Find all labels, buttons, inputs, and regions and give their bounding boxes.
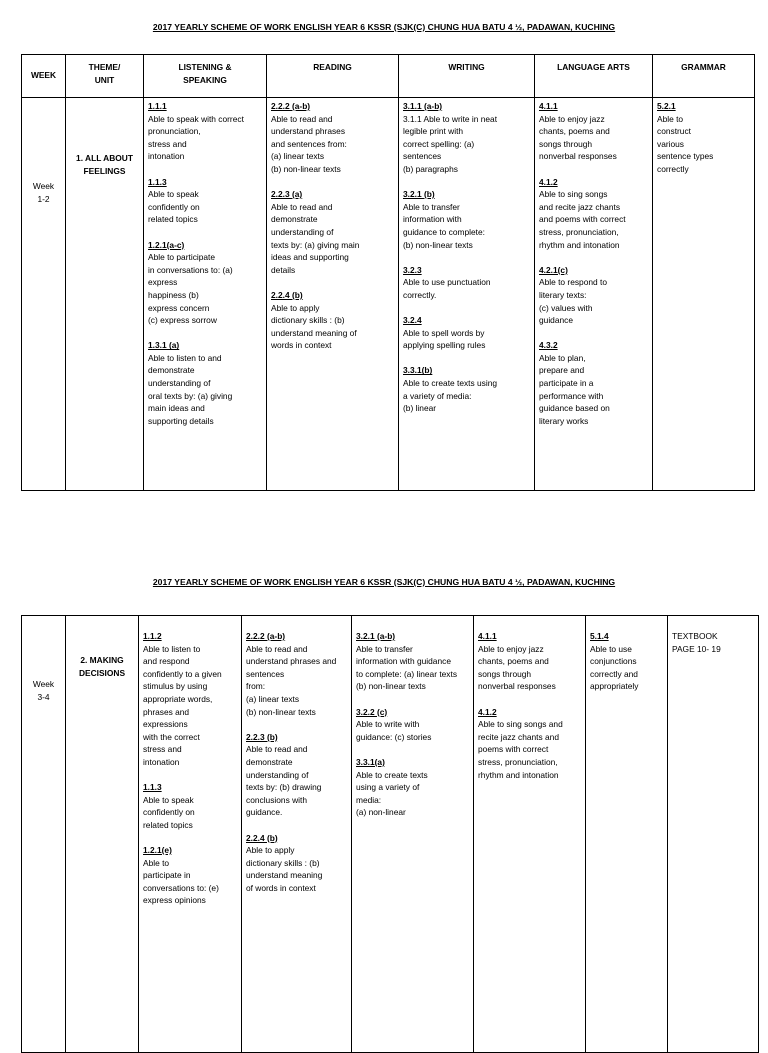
standard-entry: 3.2.1 (a-b) Able to transfer information with guidance to complete: (a) linear texts (b) non-linear texts xyxy=(356,631,458,692)
standard-entry: 3.2.2 (c) Able to write with guidance: (c) stories xyxy=(356,706,432,742)
standard-entry: 1.1.3 Able to speak confidently on related topics xyxy=(148,176,200,225)
writing-cell xyxy=(399,98,535,491)
standard-entry: 1.1.3 Able to speak confidently on related topics xyxy=(143,782,195,830)
document-title: 2017 YEARLY SCHEME OF WORK ENGLISH YEAR 6 KSSR (SJK(C) CHUNG HUA BATU 4 ½, PADAWAN, KUCHING xyxy=(152,22,616,32)
standard-entry: 2.2.2 (a-b) Able to read and understand phrases and sentences from: (a) linear texts (b) non-linear texts xyxy=(271,101,347,174)
header-writing: WRITING xyxy=(399,55,535,98)
standard-entry: 3.2.1 (b) Able to transfer information with guidance to complete: (b) non-linear texts xyxy=(403,189,485,250)
standard-entry: 1.1.1 Able to speak with correct pronunciation, stress and intonation xyxy=(148,101,244,162)
standard-entry: 2.2.2 (a-b) Able to read and understand phrases and sentences from: (a) linear texts (b) non-linear texts xyxy=(246,631,337,717)
writing-cell xyxy=(352,616,474,1053)
standard-entry: 1.1.2 Able to listen to and respond confidently to a given stimulus by using appropriate words, phrases and expressions with the correct stress and intonation xyxy=(143,631,222,767)
week-cell: Week 1-2 xyxy=(22,98,66,491)
standard-entry: 3.3.1(b) Able to create texts using a variety of media: (b) linear xyxy=(403,365,498,414)
standard-entry: 5.1.4 Able to use conjunctions correctly and appropriately xyxy=(590,631,639,692)
standard-entry: 3.2.4 Able to spell words by applying spelling rules xyxy=(403,315,486,351)
grammar-cell xyxy=(653,98,755,491)
scheme-table-week-3-4 xyxy=(21,615,759,1053)
language-arts-cell xyxy=(474,616,586,1053)
textbook-reference: TEXTBOOK PAGE 10- 19 xyxy=(672,631,721,654)
standard-entry: 1.2.1(e) Able to participate in conversations to: (e) express opinions xyxy=(143,845,219,906)
header-grammar: GRAMMAR xyxy=(653,55,755,98)
standard-entry: 4.1.2 Able to sing songs and recite jazz chants and poems with correct stress, pronunciation, rhythm and intonation xyxy=(478,706,563,780)
standard-entry: 4.1.1 Able to enjoy jazz chants, poems and songs through nonverbal responses xyxy=(478,631,556,692)
standard-entry: 3.1.1 (a-b) 3.1.1 Able to write in neat legible print with correct spelling: (a) sentences (b) paragraphs xyxy=(403,101,498,174)
standard-entry: 4.1.1 Able to enjoy jazz chants, poems and songs through nonverbal responses xyxy=(539,101,617,162)
listening-speaking-cell xyxy=(144,98,267,491)
header-theme-unit: THEME/ UNIT xyxy=(66,55,144,98)
header-listening-speaking: LISTENING & SPEAKING xyxy=(144,55,267,98)
reading-cell xyxy=(267,98,399,491)
textbook-cell xyxy=(668,616,759,1053)
table-row xyxy=(22,616,759,1053)
grammar-cell xyxy=(586,616,668,1053)
standard-entry: 4.2.1(c) Able to respond to literary texts: (c) values with guidance xyxy=(539,264,607,326)
header-language-arts: LANGUAGE ARTS xyxy=(535,55,653,98)
theme-cell: 2. MAKING DECISIONS xyxy=(66,616,139,1053)
standard-entry: 3.2.3 Able to use punctuation correctly. xyxy=(403,264,491,300)
standard-entry: 2.2.4 (b) Able to apply dictionary skills : (b) understand meaning of words in context xyxy=(271,289,357,351)
scheme-table-week-1-2 xyxy=(21,54,755,491)
standard-entry: 5.2.1 Able to construct various sentence types correctly xyxy=(657,101,714,174)
standard-entry: 3.3.1(a) Able to create texts using a variety of media: (a) non-linear xyxy=(356,756,428,818)
standard-entry: 1.3.1 (a) Able to listen to and demonstrate understanding of oral texts by: (a) giving main ideas and supporting details xyxy=(148,340,233,426)
document-title: 2017 YEARLY SCHEME OF WORK ENGLISH YEAR 6 KSSR (SJK(C) CHUNG HUA BATU 4 ½, PADAWAN, KUCHING xyxy=(152,577,616,587)
language-arts-cell xyxy=(535,98,653,491)
theme-cell: 1. ALL ABOUT FEELINGS xyxy=(66,98,144,491)
standard-entry: 4.3.2 Able to plan, prepare and participate in a performance with guidance based on literary works xyxy=(539,340,610,426)
standard-entry: 4.1.2 Able to sing songs and recite jazz chants and poems with correct stress, pronunciation, rhythm and intonation xyxy=(539,176,626,250)
reading-cell xyxy=(242,616,352,1053)
standard-entry: 1.2.1(a-c) Able to participate in conversations to: (a) express happiness (b) express concern (c) express sorrow xyxy=(148,239,233,326)
week-cell: Week 3-4 xyxy=(22,616,66,1053)
header-reading: READING xyxy=(267,55,399,98)
header-week: WEEK xyxy=(22,55,66,98)
table-header-row xyxy=(22,55,755,98)
standard-entry: 2.2.3 (b) Able to read and demonstrate understanding of texts by: (b) drawing conclusions with guidance. xyxy=(246,731,322,818)
standard-entry: 2.2.4 (b) Able to apply dictionary skills : (b) understand meaning of words in context xyxy=(246,832,323,893)
listening-speaking-cell xyxy=(139,616,242,1053)
standard-entry: 2.2.3 (a) Able to read and demonstrate understanding of texts by: (a) giving main ideas and supporting details xyxy=(271,189,360,275)
table-row xyxy=(22,98,755,491)
